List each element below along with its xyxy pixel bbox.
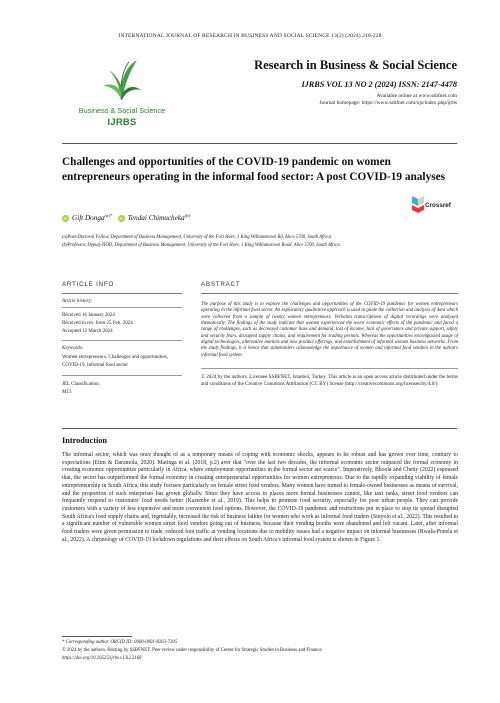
accepted-date: Accepted 12 March 2024: [62, 328, 113, 334]
orcid-icon[interactable]: iD: [63, 216, 68, 221]
section-divider: [201, 293, 458, 294]
revised-date: Received in rev. form 25 Feb. 2024: [62, 320, 133, 326]
abstract-panel: [201, 281, 458, 387]
logo-brand-text: Business & Social Science: [78, 106, 166, 115]
received-date: Received 16 January 2024: [62, 313, 115, 318]
article-info-panel: [62, 281, 182, 397]
crossref-badge[interactable]: [411, 194, 461, 214]
journal-logo: [62, 56, 182, 128]
author-list: [62, 213, 402, 222]
journal-available: Available online at www.ssbfnet.com: [376, 93, 457, 99]
journal-volume: IJRBS VOL 13 NO 2 (2024) ISSN: 2147-4478: [301, 80, 457, 89]
doi-link[interactable]: https://doi.org/10.20525/ijrbs.v13i2.3168: [62, 656, 142, 661]
affiliation-b: (b)Professor, Deputy HOD, Department of Business Management, University of the Fort Hare, 1 King Williamstown Road, Alice 5700, South Africa: [62, 243, 340, 248]
crossref-icon: [411, 194, 425, 214]
introduction-heading: Introduction: [62, 436, 108, 445]
running-head: INTERNATIONAL JOURNAL OF RESEARCH IN BUSINESS AND SOCIAL SCIENCE 13(2) (2024) 216-228: [118, 33, 382, 39]
journal-homepage-link[interactable]: Journal homepage: https://www.ssbfnet.com/ojs/index.php/ijrbs: [319, 100, 457, 106]
author-name: Tendai Chimucheka: [127, 214, 185, 222]
article-title: Challenges and opportunities of the COVID-19 pandemic on women entrepreneurs operating in the informal food sector: A post COVID-19 analyses: [62, 156, 446, 183]
introduction-body: The informal sector, which was once thought of as a temporary means of coping with economic shocks, appears to be robust and has grown over time, contrary to expectations (Etim & Daramola, 2020). Matinga et al. (2018, p.2) aver that "over the last two decades, the informal economic sector outpaced the formal economy in creating economic opportunities particularly in Africa, where employment opportunities in the formal sector are scarce". Imperatively, Bhoola and Chetty (2022) espoused that, the sector has outperformed the formal economy in creating entrepreneurial opportunities for women entrepreneurs. Due to the rapidly expanding viability of female entrepreneurship in South Africa, this study focuses particularly on female street food vendors. Many women have turned to female-owned businesses as means of survival, and the proportion of such enterprises has grown globally. Since they have access to places more formal businesses cannot, like taxi ranks, street food vendors can frequently respond to customers' food needs better (Kazembe et al., 2019). This helps to promote food security, especially for poor urban people. They can provide customers with a variety of less expensive and more convenient food options. However, the COVID-19 pandemic and restrictions put in place to stop its spread disrupted South Africa's food supply chains and, regrettably, increased the risk of business failure for women who work as informal food traders (Sinyolo et al., 2022). This resulted in a significant number of vulnerable women street food vendors going out of business, because their vending booths were abandoned and left vacant. Later, after informal food traders were given permission to trade, reduced foot traffic at vending locations due to mobility issues had a negative impact on informal businesses (Rwafa-Ponela et al., 2022). A chronology of COVID-19 lockdown regulations and their effects on South Africa's informal food system is shown in Figure 1.: [62, 452, 458, 543]
corresponding-author-note: * Corresponding author. ORCID ID: 0000-0001-8263-7205: [62, 640, 178, 645]
crossref-label: Crossref: [425, 202, 451, 209]
abstract-text: The purpose of this study is to explore the challenges and opportunities of the COVID-19 pandemic for women entrepreneurs operating in the informal food sector. An exploratory qualitative approach is used to guide the collection and analysis of data which were collected from a sample of twenty women entrepreneurs. Verbatim transcriptions of digital recordings were analysed thematically. The findings of the study indicate that women experienced the worst economic effects of the pandemic and faced a range of challenges, such as decreased customer base and demand, lost of income, lack of governance and private support, safety and security fears, disrupted supply chains, and requirement for trading permits. Whereas the opportunities encompassed usage of digital technologies, alternative markets and new product offerings, and establishment of informal women business networks. From the study findings, it is hence that stakeholders acknowledge the importance of women and informal food vendors in the nation's informal food system.: [201, 302, 458, 358]
footnote-divider: [62, 636, 132, 637]
orcid-icon[interactable]: iD: [118, 216, 124, 221]
leaf-logo-icon: [99, 56, 143, 102]
jel-code: M13: [62, 389, 72, 395]
abstract-heading: ABSTRACT: [201, 281, 241, 288]
copyright-note: © 2024 by the authors. Hosting by SSBFNET. Peer review under responsibility of Center for Strategic Studies in Business and Finance.: [62, 648, 323, 653]
jel-label: JEL Classification:: [62, 381, 101, 387]
author-superscript: (b): [184, 213, 190, 218]
journal-title: Research in Business & Social Science: [254, 58, 457, 72]
header-divider: [62, 143, 457, 144]
keywords-label: Keywords:: [62, 346, 84, 352]
journal-info: [207, 58, 457, 106]
history-label: Article history:: [62, 299, 93, 304]
affiliation-a: (a)Post-Doctoral Fellow, Department of Business Management, University of the Fort Hare, 1 King Williamstown Rd, Alice 5700, South Africa: [62, 235, 331, 240]
article-info-heading: ARTICLE INFO: [62, 281, 115, 288]
section-divider: [62, 293, 182, 294]
keywords-text: Women entrepreneurs, Challenges and opportunities, COVID-19, Informal food sector: [62, 355, 168, 369]
license-text: © 2024 by the authors. Licensee SSBFNET, Istanbul, Turkey. This article is an open access article distributed under the terms and conditions of the Creative Commons Attribution (CC BY) license (http://creativecommons.org/licenses/by/4.0/).: [201, 374, 458, 387]
logo-abbreviation: IJRBS: [107, 116, 137, 127]
journal-header: [62, 46, 457, 130]
author-name: Gift Donga: [72, 214, 105, 222]
section-divider: [62, 428, 457, 429]
author-superscript: (a)*: [104, 213, 113, 218]
